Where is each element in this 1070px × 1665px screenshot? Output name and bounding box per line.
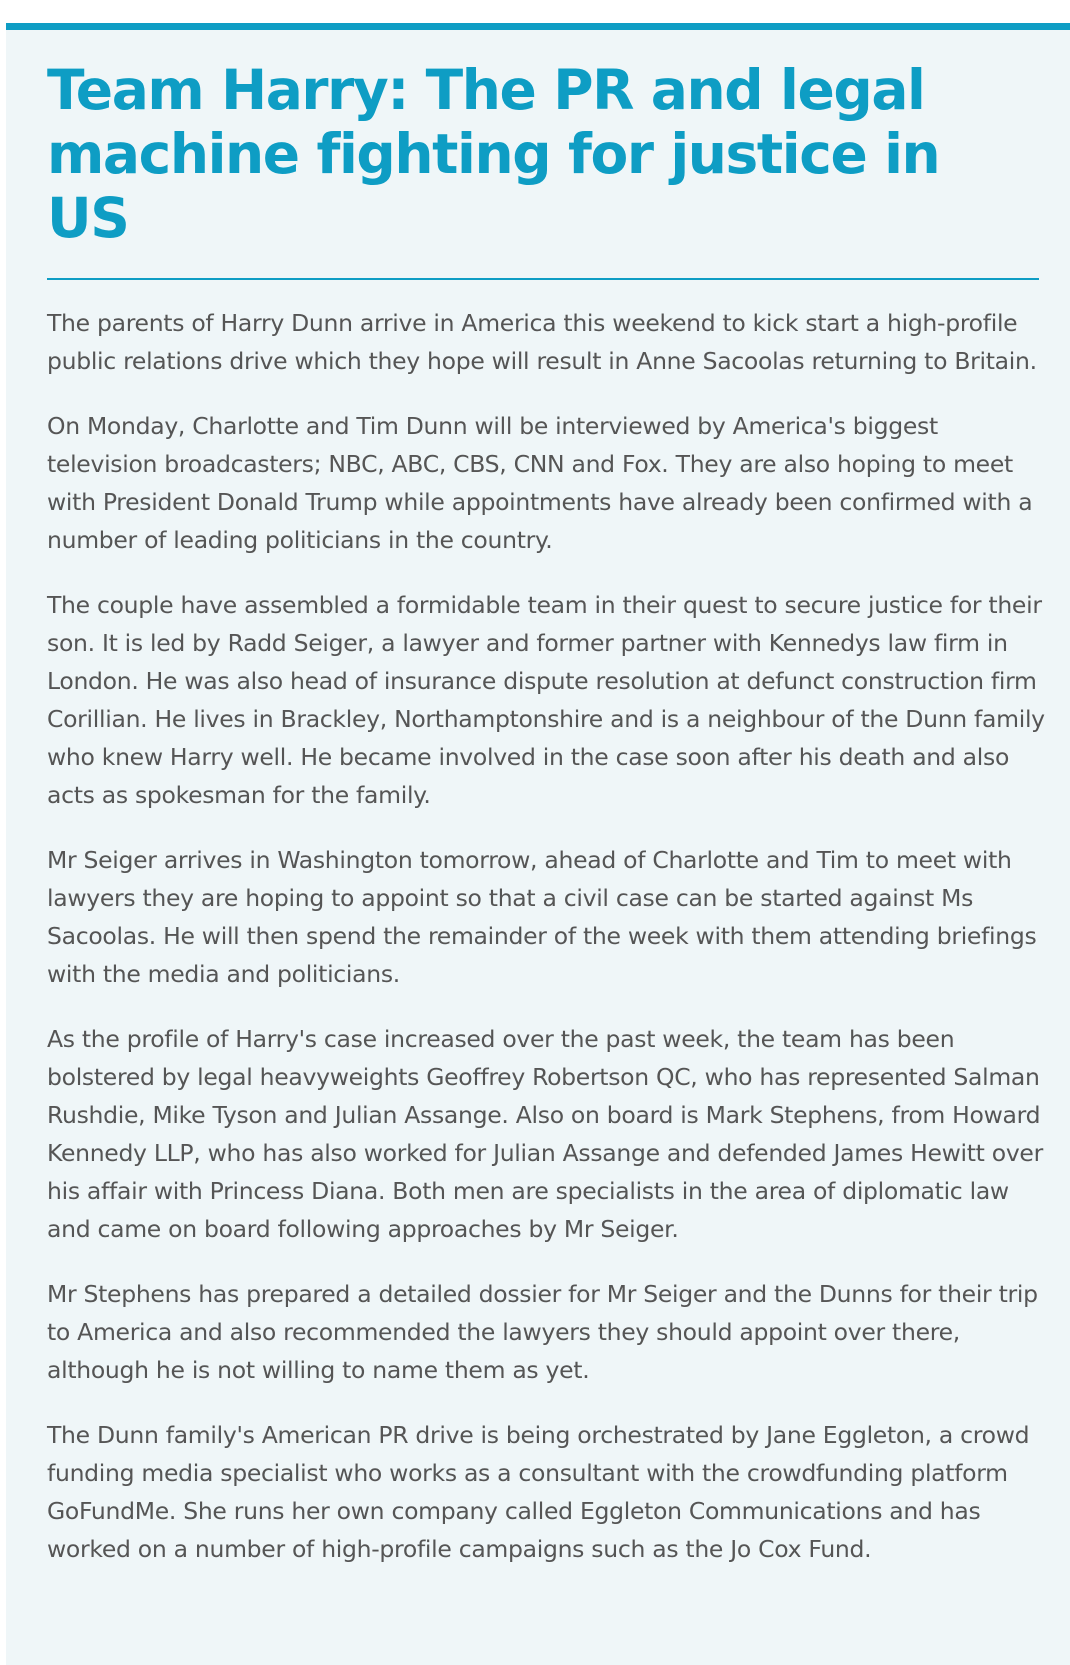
article-card [6,23,1070,1665]
article-paragraph: The parents of Harry Dunn arrive in America this weekend to kick start a high-profile public relations drive which they hope will result in Anne Sacoolas returning to Britain. [47,309,1037,375]
article-paragraph: Mr Seiger arrives in Washington tomorrow, ahead of Charlotte and Tim to meet with lawyers they are hoping to appoint so that a civil case can be started against Ms Sacoolas. He will then spend the remainder of the week with them attending briefings with the media and politicians. [47,846,1037,988]
headline-divider [47,278,1039,280]
article-paragraph: The Dunn family's American PR drive is being orchestrated by Jane Eggleton, a crowd funding media specialist who works as a consultant with the crowdfunding platform GoFundMe. She runs her own company called Eggleton Communications and has worked on a number of high-profile campaigns such as the Jo Cox Fund. [47,1421,1030,1563]
article-headline: Team Harry: The PR and legal machine fighting for justice in US [47,58,940,250]
article-paragraph: Mr Stephens has prepared a detailed dossier for Mr Seiger and the Dunns for their trip to America and also recommended the lawyers they should appoint over there, although he is not willing to name them as yet. [47,1280,1038,1384]
article-paragraph: As the profile of Harry's case increased over the past week, the team has been bolstered by legal heavyweights Geoffrey Robertson QC, who has represented Salman Rushdie, Mike Tyson and Julian Assange. Also on board is Mark Stephens, from Howard Kennedy LLP, who has also worked for Julian Assange and defended James Hewitt over his affair with Princess Diana. Both men are specialists in the area of diplomatic law and came on board following approaches by Mr Seiger. [47,1025,1043,1243]
article-paragraph: On Monday, Charlotte and Tim Dunn will be interviewed by America's biggest television broadcasters; NBC, ABC, CBS, CNN and Fox. They are also hoping to meet with President Donald Trump while appointments have already been confirmed with a number of leading politicians in the country. [47,412,1033,554]
article-body [47,304,1047,1568]
article-paragraph: The couple have assembled a formidable team in their quest to secure justice for their son. It is led by Radd Seiger, a lawyer and former partner with Kennedys law firm in London. He was also head of insurance dispute resolution at defunct construction firm Corillian. He lives in Brackley, Northamptonshire and is a neighbour of the Dunn family who knew Harry well. He became involved in the case soon after his death and also acts as spokesman for the family. [47,591,1045,809]
